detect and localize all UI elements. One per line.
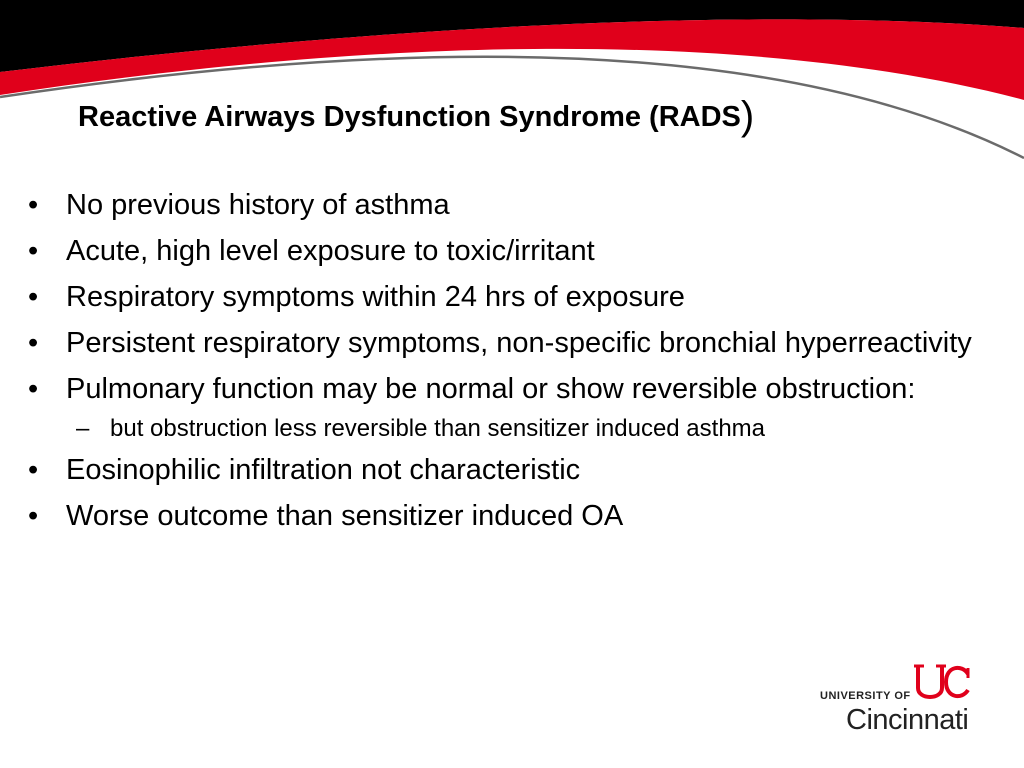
slide-title xyxy=(78,94,754,139)
bullet-list xyxy=(28,184,988,541)
slide-title-text: Reactive Airways Dysfunction Syndrome (RADS xyxy=(78,101,741,133)
bullet-item xyxy=(28,276,988,319)
sub-bullet-text: but obstruction less reversible than sensitizer induced asthma xyxy=(110,415,766,442)
bullet-text: No previous history of asthma xyxy=(66,189,450,221)
bullet-item xyxy=(28,449,988,492)
bullet-glyph: • xyxy=(28,235,39,267)
bullet-text: Worse outcome than sensitizer induced OA xyxy=(66,500,624,532)
bullet-item xyxy=(28,322,988,365)
logo-line-1: UNIVERSITY OF xyxy=(820,690,911,702)
slide-title-paren: ) xyxy=(740,94,755,138)
logo-line-2: Cincinnati xyxy=(846,704,969,736)
bullet-text: Persistent respiratory symptoms, non-specific bronchial hyperreactivity xyxy=(66,327,972,359)
uc-monogram-icon xyxy=(912,662,974,708)
bullet-item xyxy=(28,368,988,411)
bullet-glyph: • xyxy=(28,500,39,532)
bullet-glyph: • xyxy=(28,373,39,405)
university-logo xyxy=(820,660,980,740)
bullet-item xyxy=(28,230,988,273)
bullet-text: Eosinophilic infiltration not characteristic xyxy=(66,454,581,486)
bullet-glyph: • xyxy=(28,281,39,313)
bullet-glyph: • xyxy=(28,454,39,486)
bullet-text: Respiratory symptoms within 24 hrs of exposure xyxy=(66,281,685,313)
bullet-text: Acute, high level exposure to toxic/irritant xyxy=(66,235,595,267)
sub-bullet-glyph: – xyxy=(76,415,90,442)
header-banner xyxy=(0,0,1024,170)
sub-bullet-item xyxy=(28,411,988,447)
bullet-item xyxy=(28,184,988,227)
bullet-glyph: • xyxy=(28,327,39,359)
bullet-item xyxy=(28,495,988,538)
bullet-text: Pulmonary function may be normal or show reversible obstruction: xyxy=(66,373,916,405)
bullet-glyph: • xyxy=(28,189,39,221)
